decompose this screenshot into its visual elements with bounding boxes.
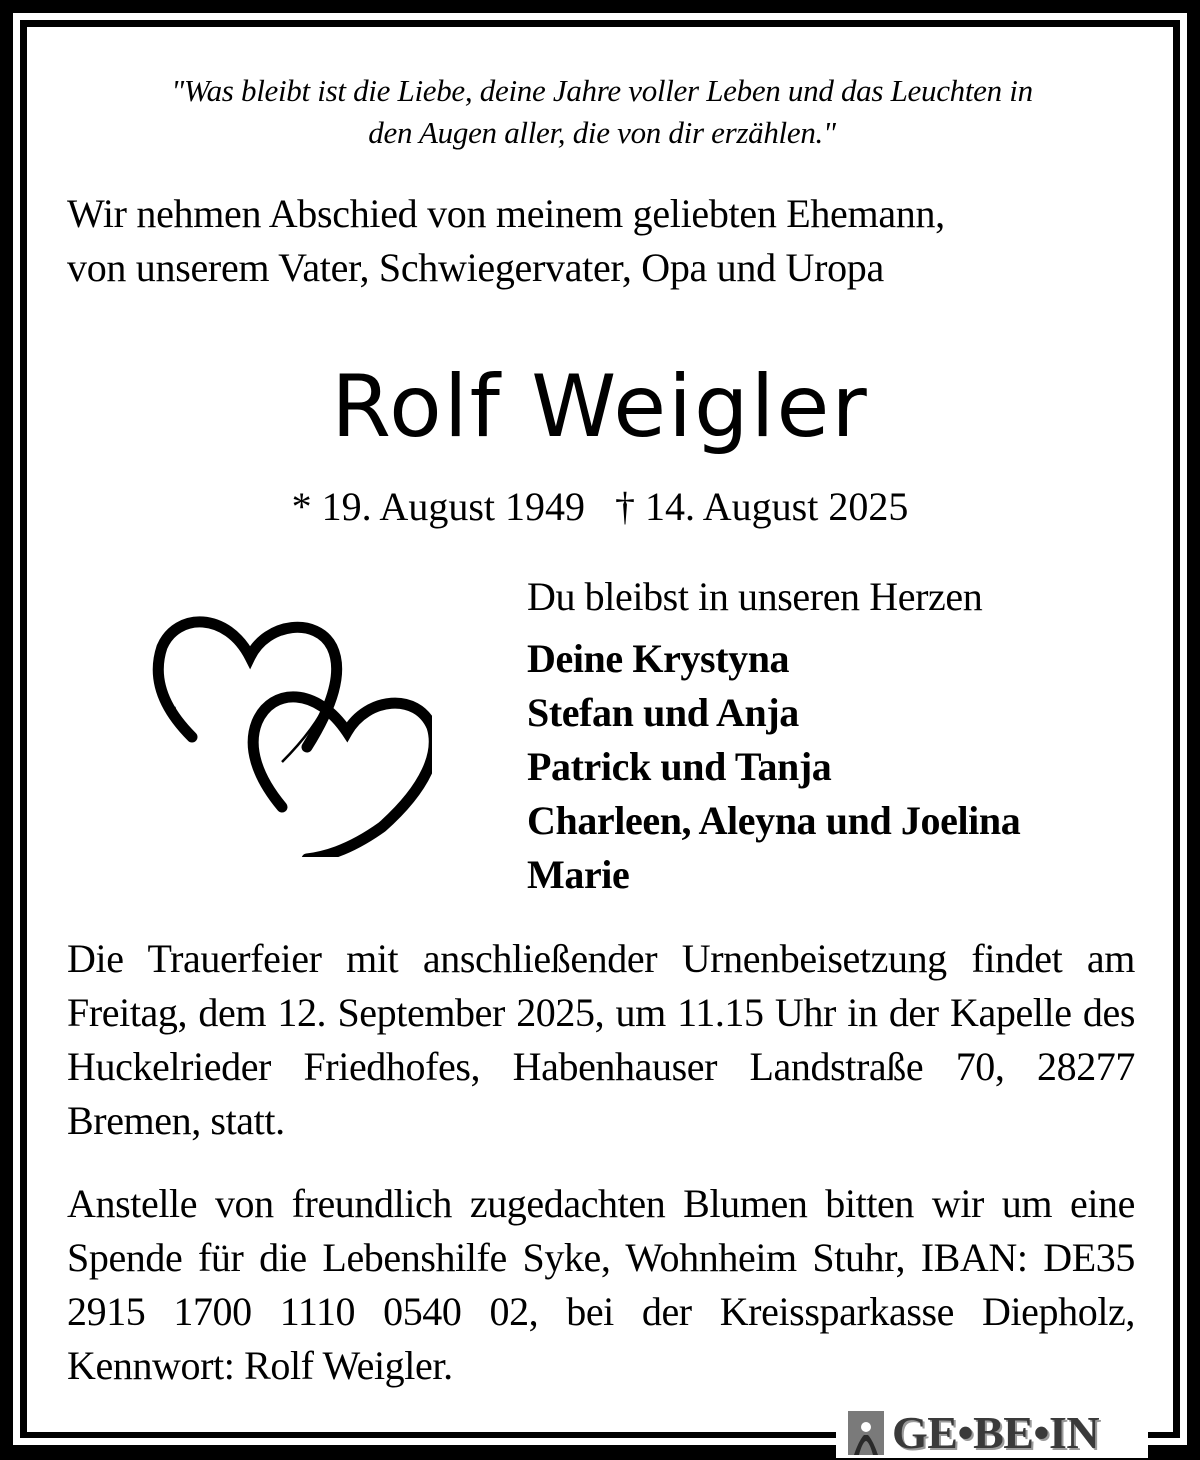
quote-line-2: den Augen aller, die von dir erzählen."	[368, 115, 836, 150]
farewell-intro	[67, 187, 1147, 295]
logo-wordmark: GE•BE•IN	[892, 1407, 1100, 1458]
life-dates: * 19. August 1949 † 14. August 2025	[291, 484, 909, 529]
donation-request: Anstelle von freundlich zugedachten Blumen bitten wir um eine Spende für die Lebenshilfe Syke, Wohnheim Stuhr, IBAN: DE35 2915 1700 1110 0540 02, bei der Kreissparkasse Diepholz, Kennwort: Rolf Weigler.	[67, 1181, 1135, 1388]
mourner-name: Charleen, Aleyna und Joelina	[527, 798, 1021, 843]
deceased-name: Rolf Weigler	[331, 357, 869, 457]
mourner-name: Patrick und Tanja	[527, 744, 832, 789]
intro-line-1: Wir nehmen Abschied von meinem geliebten Ehemann,	[67, 191, 945, 236]
intro-line-2: von unserem Vater, Schwiegervater, Opa und Uropa	[67, 245, 884, 290]
gebein-logo-icon	[848, 1411, 884, 1455]
mourner-name: Deine Krystyna	[527, 636, 790, 681]
publisher-logo	[836, 1408, 1148, 1458]
mourner-name: Stefan und Anja	[527, 690, 799, 735]
mourners-list	[527, 632, 1020, 902]
obituary-card	[27, 27, 1173, 1432]
mourner-name: Marie	[527, 852, 630, 897]
quote-line-1: "Was bleibt ist die Liebe, deine Jahre voller Leben und das Leuchten in	[171, 73, 1033, 108]
two-hearts-icon	[132, 587, 432, 857]
opening-quote	[67, 70, 1137, 154]
ceremony-details: Die Trauerfeier mit anschließender Urnenbeisetzung findet am Freitag, dem 12. September 2025, um 11.15 Uhr in der Kapelle des Huckelrieder Friedhofes, Habenhauser Landstraße 70, 28277 Bremen, statt.	[67, 936, 1135, 1143]
mourners-tagline: Du bleibst in unseren Herzen	[527, 574, 983, 619]
